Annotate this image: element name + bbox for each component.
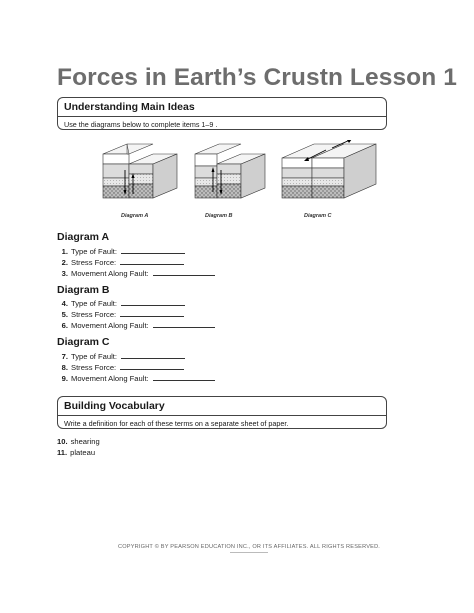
answer-blank[interactable] <box>121 352 185 359</box>
question-number: 1. <box>61 247 68 256</box>
section-heading-diagram-b: Diagram B <box>57 284 110 296</box>
copyright-footer: COPYRIGHT © BY PEARSON EDUCATION INC., OR ITS AFFILIATES. ALL RIGHTS RESERVED. <box>118 544 381 550</box>
question-label: Movement Along Fault: <box>71 321 149 330</box>
diagram-c-caption: Diagram C <box>304 213 332 219</box>
question-item <box>57 258 184 267</box>
question-number: 7. <box>61 352 68 361</box>
answer-blank[interactable] <box>120 310 184 317</box>
question-item <box>57 321 215 330</box>
vocabulary-box <box>57 396 387 429</box>
answer-blank[interactable] <box>153 269 215 276</box>
page-title: Forces in Earth’s Crustn Lesson 1 <box>57 64 457 91</box>
diagram-c-block <box>282 140 376 198</box>
question-item <box>57 247 185 256</box>
diagram-b-block <box>195 144 265 198</box>
question-label: Type of Fault: <box>71 352 118 361</box>
answer-blank[interactable] <box>120 258 184 265</box>
answer-blank[interactable] <box>121 247 185 254</box>
answer-blank[interactable] <box>121 299 185 306</box>
vocabulary-item <box>57 448 95 457</box>
question-item <box>57 310 184 319</box>
question-number: 6. <box>61 321 68 330</box>
answer-blank[interactable] <box>153 321 215 328</box>
question-label: Stress Force: <box>71 310 117 319</box>
vocabulary-item <box>57 437 100 446</box>
question-label: Stress Force: <box>71 258 117 267</box>
footer-divider <box>230 552 268 553</box>
vocabulary-instruction: Write a definition for each of these terms on a separate sheet of paper. <box>64 419 289 428</box>
vocabulary-heading: Building Vocabulary <box>64 400 165 412</box>
diagram-a-caption: Diagram A <box>121 213 149 219</box>
diagram-b-caption: Diagram B <box>205 213 233 219</box>
question-item <box>57 363 184 372</box>
vocabulary-term: plateau <box>70 448 96 457</box>
question-number: 2. <box>61 258 68 267</box>
question-label: Movement Along Fault: <box>71 269 149 278</box>
answer-blank[interactable] <box>120 363 184 370</box>
diagram-a-block <box>103 144 177 198</box>
fault-diagrams-illustration <box>95 140 385 230</box>
answer-blank[interactable] <box>153 374 215 381</box>
question-number: 3. <box>61 269 68 278</box>
question-label: Movement Along Fault: <box>71 374 149 383</box>
question-item <box>57 352 185 361</box>
question-number: 5. <box>61 310 68 319</box>
question-item <box>57 269 215 278</box>
question-item <box>57 374 215 383</box>
main-ideas-instruction: Use the diagrams below to complete items 1–9 . <box>64 120 218 129</box>
main-ideas-box <box>57 97 387 130</box>
vocabulary-term: shearing <box>70 437 100 446</box>
question-number: 4. <box>61 299 68 308</box>
main-ideas-heading: Understanding Main Ideas <box>64 101 195 113</box>
question-label: Type of Fault: <box>71 299 118 308</box>
question-label: Stress Force: <box>71 363 117 372</box>
question-item <box>57 299 185 308</box>
section-heading-diagram-a: Diagram A <box>57 231 110 243</box>
vocabulary-number: 10. <box>57 437 68 446</box>
question-label: Type of Fault: <box>71 247 118 256</box>
question-number: 8. <box>61 363 68 372</box>
question-number: 9. <box>61 374 68 383</box>
vocabulary-number: 11. <box>57 448 68 457</box>
section-heading-diagram-c: Diagram C <box>57 336 110 348</box>
